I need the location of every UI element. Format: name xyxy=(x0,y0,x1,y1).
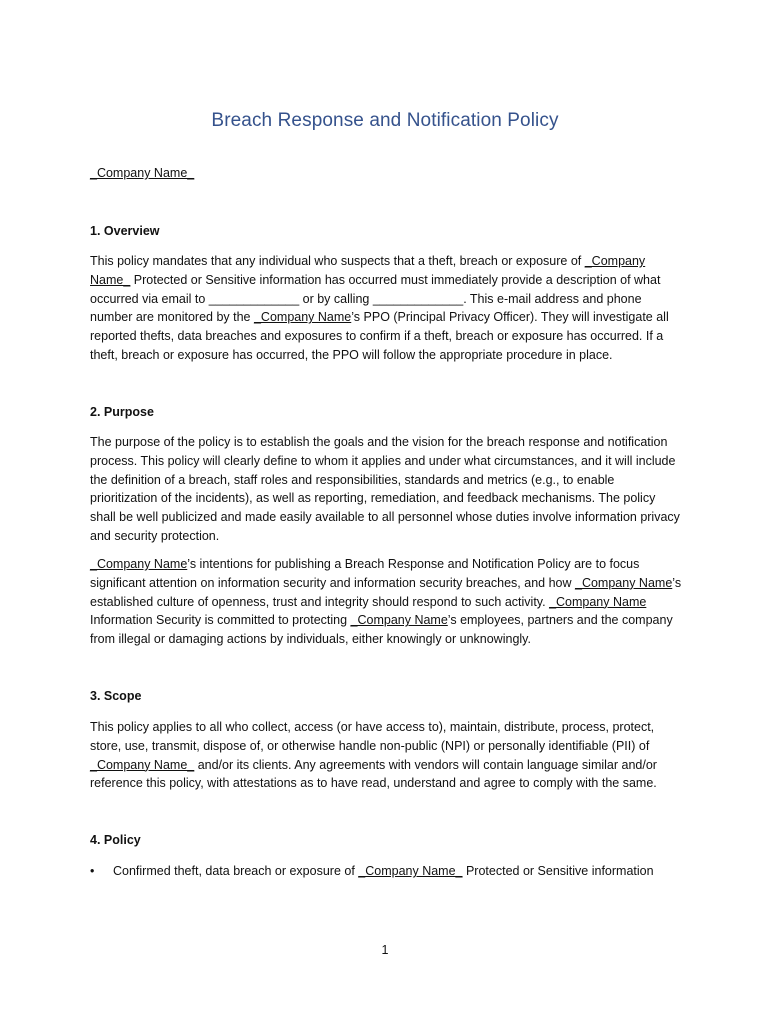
purpose-paragraph-1: The purpose of the policy is to establish the goals and the vision for the breach response and notification process. This policy will clearly define to whom it applies and under what circumstances, and it will include the definition of a breach, staff roles and responsibilities, standards and metrics (e.g., to enable prioritization of the incidents), as well as reporting, remediation, and feedback mechanisms. The policy shall be well publicized and made easily available to all personnel whose duties involve information privacy and security protection. xyxy=(90,435,680,543)
purpose-company-4: _Company Name xyxy=(350,613,448,628)
overview-text-2: Protected or Sensitive information has occurred must immediately provide a description of what occurred via email to _____________ or by calling _____________. This e-mail address and phone number are monitored by the xyxy=(90,272,661,325)
purpose-heading: 2. Purpose xyxy=(90,405,154,419)
company-name-placeholder: _Company Name_ xyxy=(90,166,195,180)
purpose-company-2: _Company Name xyxy=(575,575,673,590)
policy-bullet-text-1: Confirmed theft, data breach or exposure of xyxy=(113,864,359,878)
overview-paragraph xyxy=(90,252,684,365)
scope-paragraph xyxy=(90,718,684,793)
scope-company-1: _Company Name_ xyxy=(90,757,195,772)
policy-bullet-text xyxy=(113,862,654,881)
overview-heading: 1. Overview xyxy=(90,224,160,238)
purpose-company-3: _Company Name xyxy=(549,594,647,609)
purpose-text-2: ’s established culture of openness, trust and integrity should respond to such activity. xyxy=(90,575,682,609)
bullet-icon: • xyxy=(90,864,95,878)
purpose-text-4: ’s employees, partners and the company from illegal or damaging actions by individuals, either knowingly or unknowingly. xyxy=(90,613,673,647)
scope-text-1: This policy applies to all who collect, access (or have access to), maintain, distribute, process, protect, store, use, transmit, dispose of, or otherwise handle non-public (NPI) or personally identifiable (PII) of xyxy=(90,720,655,753)
purpose-text-1: ’s intentions for publishing a Breach Response and Notification Policy are to focus significant attention on information security and information security breaches, and how xyxy=(90,557,640,590)
overview-text-3: ’s PPO (Principal Privacy Officer). They will investigate all reported thefts, data breaches and exposures to confirm if a theft, breach or exposure has occurred. If a theft, breach or exposure has occurred, the PPO will follow the appropriate procedure in place. xyxy=(90,310,669,362)
document-title: Breach Response and Notification Policy xyxy=(211,110,559,131)
overview-company-2: _Company Name xyxy=(253,310,352,325)
policy-bullet-text-2: Protected or Sensitive information xyxy=(462,864,654,878)
purpose-company-1: _Company Name xyxy=(90,557,188,571)
overview-text-1: This policy mandates that any individual who suspects that a theft, breach or exposure of xyxy=(90,254,585,268)
overview-company-1: _Company Name_ xyxy=(90,254,646,287)
purpose-text-3: Information Security is committed to protecting xyxy=(90,613,351,628)
purpose-paragraph-2 xyxy=(90,555,684,649)
policy-heading: 4. Policy xyxy=(90,833,141,847)
scope-heading: 3. Scope xyxy=(90,689,142,703)
scope-text-2: and/or its clients. Any agreements with vendors will contain language similar and/or reference this policy, with attestations as to have read, understand and agree to comply with the same. xyxy=(90,757,657,791)
page-number: 1 xyxy=(381,943,389,957)
policy-bullet-company: _Company Name_ xyxy=(358,864,463,878)
